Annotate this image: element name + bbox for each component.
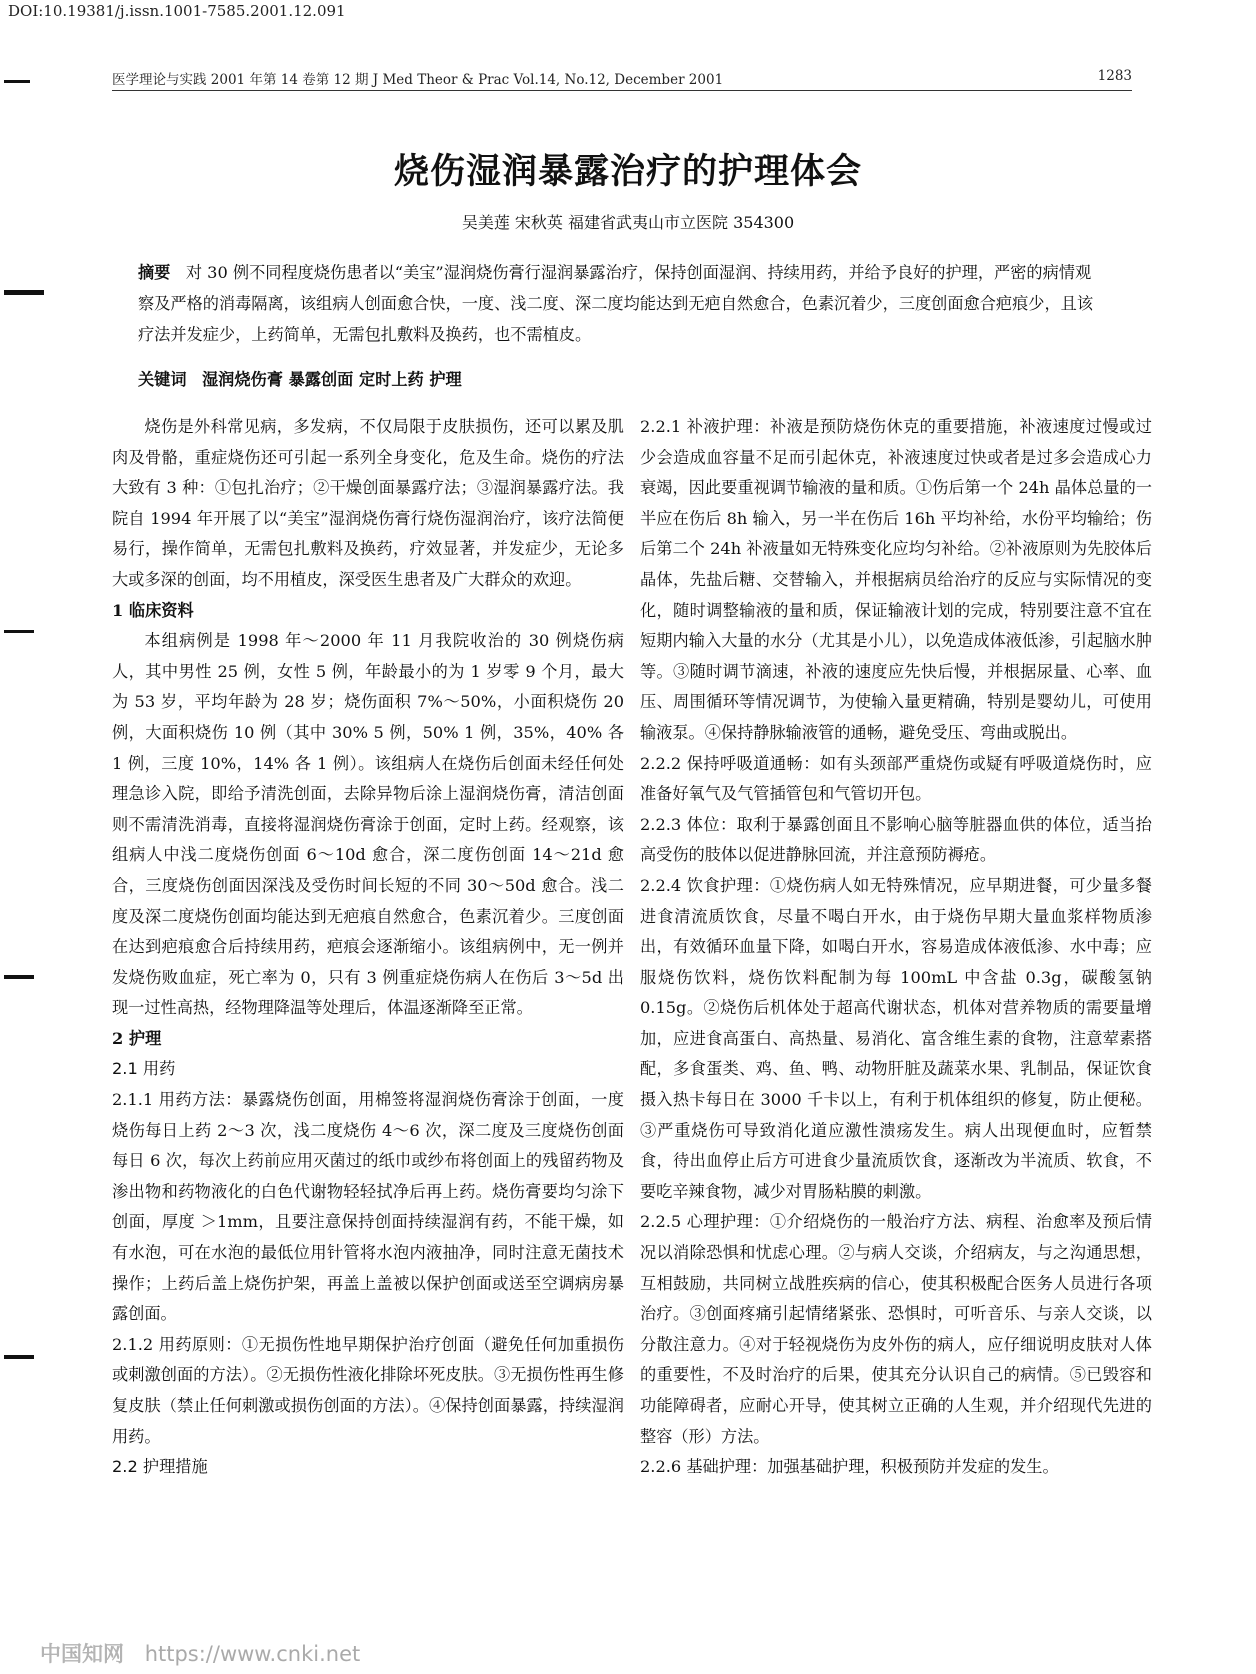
keywords-text: 湿润烧伤膏 暴露创面 定时上药 护理 <box>202 370 462 389</box>
left-column-paragraph: 本组病例是 1998 年～2000 年 11 月我院收治的 30 例烧伤病人，其中男性 25 例，女性 5 例，年龄最小的为 1 岁零 9 个月，最大为 53 岁，平均年龄为 28 岁；烧伤面积 7%～50%，小面积烧伤 20 例，大面积烧伤 10 例（其中 30% 5 例，50% 1 例，35%，40% 各 1 例，三度 10%，14% 各 1 例）。该组病人在烧伤后创面未经任何处理急诊入院，即给予清洗创面，去除异物后涂上湿润烧伤膏，清洁创面则不需清洗消毒，直接将湿润烧伤膏涂于创面，定时上药。经观察，该组病人中浅二度烧伤创面 6～10d 愈合，深二度伤创面 14～21d 愈合，三度烧伤创面因深浅及受伤时间长短的不同 30～50d 愈合。浅二度及深二度烧伤创面均能达到无疤痕自然愈合，色素沉着少。三度创面在达到疤痕愈合后持续用药，疤痕会逐渐缩小。该组病例中，无一例并发烧伤败血症，死亡率为 0，只有 3 例重症烧伤病人在伤后 3～5d 出现一过性高热，经物理降温等处理后，体温逐渐降至正常。 <box>112 631 624 1018</box>
scan-mark <box>4 80 30 83</box>
cnki-url: https://www.cnki.net <box>144 1642 361 1666</box>
journal-citation: 医学理论与实践 2001 年第 14 卷第 12 期 J Med Theor & Prac Vol.14, No.12, December 2001 <box>112 72 724 88</box>
page-number: 1283 <box>1097 68 1132 84</box>
left-column-paragraph: 2.1 用药 <box>112 1059 176 1079</box>
right-column-paragraph: 2.2.6 基础护理：加强基础护理，积极预防并发症的发生。 <box>640 1457 1059 1477</box>
scan-mark <box>4 290 44 295</box>
left-column-paragraph: 1 临床资料 <box>112 600 194 620</box>
keywords <box>138 366 1100 390</box>
abstract-text: 对 30 例不同程度烧伤患者以“美宝”湿润烧伤膏行湿润暴露治疗，保持创面湿润、持续用药，并给予良好的护理，严密的病情观察及严格的消毒隔离，该组病人创面愈合快，一度、浅二度、深二度均能达到无疤自然愈合，色素沉着少，三度创面愈合疤痕少，且该疗法并发症少，上药简单，无需包扎敷料及换药，也不需植皮。 <box>138 263 1094 344</box>
left-column-paragraph: 2 护理 <box>112 1028 162 1048</box>
scan-mark <box>4 975 34 979</box>
left-column-paragraph: 2.1.1 用药方法：暴露烧伤创面，用棉签将湿润烧伤膏涂于创面，一度烧伤每日上药 2～3 次，浅二度烧伤 4～6 次，深二度及三度烧伤创面每日 6 次，每次上药前应用灭菌过的纸巾或纱布将创面上的残留药物及渗出物和药物液化的白色代谢物轻轻拭净后再上药。烧伤膏要均匀涂下创面，厚度 ＞1mm，且要注意保持创面持续湿润有药，不能干燥，如有水泡，可在水泡的最低位用针管将水泡内液抽净，同时注意无菌技术操作；上药后盖上烧伤护架，再盖上盖被以保护创面或送至空调病房暴露创面。 <box>112 1090 624 1324</box>
scan-mark <box>4 1355 34 1359</box>
abstract-label: 摘要 <box>138 263 171 282</box>
left-column <box>112 412 624 1483</box>
header-rule <box>112 90 1132 91</box>
cnki-logo: 中国知网 <box>40 1642 124 1666</box>
right-column-paragraph: 2.2.2 保持呼吸道通畅：如有头颈部严重烧伤或疑有呼吸道烧伤时，应准备好氧气及气管插管包和气管切开包。 <box>640 753 1152 804</box>
right-column-paragraph: 2.2.3 体位：取利于暴露创面且不影响心脑等脏器血供的体位，适当抬高受伤的肢体以促进静脉回流，并注意预防褥疮。 <box>640 814 1152 865</box>
scan-mark <box>4 630 34 633</box>
right-column-paragraph: 2.2.1 补液护理：补液是预防烧伤休克的重要措施，补液速度过慢或过少会造成血容量不足而引起休克，补液速度过快或者是过多会造成心力衰竭，因此要重视调节输液的量和质。①伤后第一个 24h 晶体总量的一半应在伤后 8h 输入，另一半在伤后 16h 平均补给，水份平均输给；伤后第二个 24h 补液量如无特殊变化应均匀补给。②补液原则为先胶体后晶体，先盐后糖、交替输入，并根据病员给治疗的反应与实际情况的变化，随时调整输液的量和质，保证输液计划的完成，特别要注意不宜在短期内输入大量的水分（尤其是小儿），以免造成体液低渗，引起脑水肿等。③随时调节滴速，补液的速度应先快后慢，并根据尿量、心率、血压、周围循环等情况调节，为使输入量更精确，特别是婴幼儿，可使用输液泵。④保持静脉输液管的通畅，避免受压、弯曲或脱出。 <box>640 417 1152 742</box>
doi-line: DOI:10.19381/j.issn.1001-7585.2001.12.091 <box>8 2 346 20</box>
left-column-paragraph: 2.1.2 用药原则：①无损伤性地早期保护治疗创面（避免任何加重损伤或刺激创面的方法）。②无损伤性液化排除坏死皮肤。③无损伤性再生修复皮肤（禁止任何刺激或损伤创面的方法）。④保持创面暴露，持续湿润用药。 <box>112 1334 624 1446</box>
left-column-paragraph: 烧伤是外科常见病，多发病，不仅局限于皮肤损伤，还可以累及肌肉及骨骼，重症烧伤还可引起一系列全身变化，危及生命。烧伤的疗法大致有 3 种：①包扎治疗；②干燥创面暴露疗法；③湿润暴露疗法。我院自 1994 年开展了以“美宝”湿润烧伤膏行烧伤湿润治疗，该疗法简便易行，操作简单，无需包扎敷料及换药，疗效显著，并发症少，无论多大或多深的创面，均不用植皮，深受医生患者及广大群众的欢迎。 <box>112 417 624 589</box>
left-column-paragraph: 2.2 护理措施 <box>112 1457 208 1477</box>
right-column-paragraph: 2.2.4 饮食护理：①烧伤病人如无特殊情况，应早期进餐，可少量多餐进食清流质饮食，尽量不喝白开水，由于烧伤早期大量血浆样物质渗出，有效循环血量下降，如喝白开水，容易造成体液低渗、水中毒；应服烧伤饮料，烧伤饮料配制为每 100mL 中含盐 0.3g，碳酸氢钠 0.15g。②烧伤后机体处于超高代谢状态，机体对营养物质的需要量增加，应进食高蛋白、高热量、易消化、富含维生素的食物，注意荤素搭配，多食蛋类、鸡、鱼、鸭、动物肝脏及蔬菜水果、乳制品，保证饮食摄入热卡每日在 3000 千卡以上，有利于机体组织的修复，防止便秘。③严重烧伤可导致消化道应激性溃疡发生。病人出现便血时，应暂禁食，待出血停止后方可进食少量流质饮食，逐渐改为半流质、软食，不要吃辛辣食物，减少对胃肠粘膜的刺激。 <box>640 875 1152 1201</box>
author-affiliation: 吴美莲 宋秋英 福建省武夷山市立医院 354300 <box>461 213 795 232</box>
article-title: 烧伤湿润暴露治疗的护理体会 <box>393 151 862 192</box>
watermark-footer <box>40 1638 360 1668</box>
keywords-label: 关键词 <box>138 370 187 389</box>
right-column-paragraph: 2.2.5 心理护理：①介绍烧伤的一般治疗方法、病程、治愈率及预后情况以消除恐惧和忧虑心理。②与病人交谈，介绍病友，与之沟通思想，互相鼓励，共同树立战胜疾病的信心，使其积极配合医务人员进行各项治疗。③创面疼痛引起情绪紧张、恐惧时，可听音乐、与亲人交谈，以分散注意力。④对于轻视烧伤为皮外伤的病人，应仔细说明皮肤对人体的重要性，不及时治疗的后果，使其充分认识自己的病情。⑤已毁容和功能障碍者，应耐心开导，使其树立正确的人生观，并介绍现代先进的整容（形）方法。 <box>640 1212 1152 1446</box>
right-column <box>640 412 1152 1483</box>
abstract <box>138 257 1100 350</box>
